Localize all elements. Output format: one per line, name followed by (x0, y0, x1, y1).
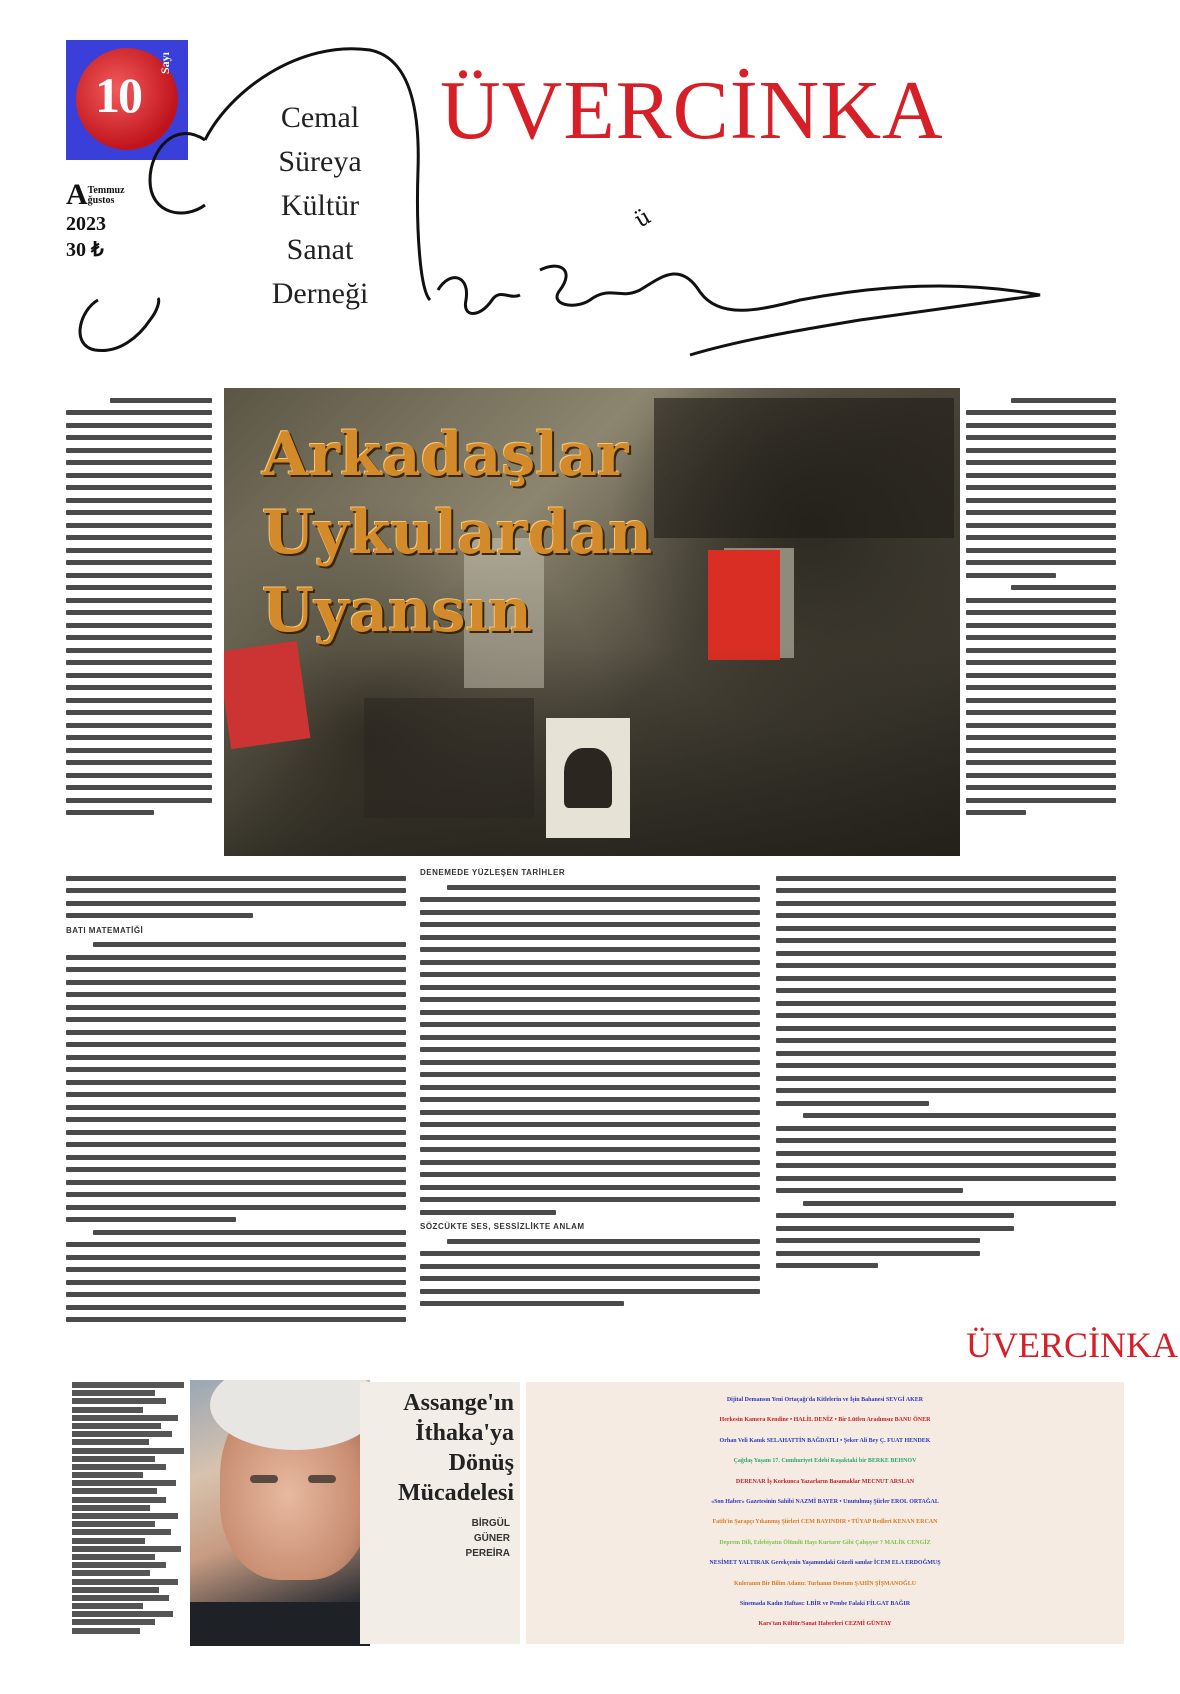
red-book-image (708, 550, 780, 660)
contents-item: Fatih'in Şarapçı Yıkanmış Şiirleri CEM BAYINDIR • TÜYAP Redleri KENAN ERCAN (712, 1519, 938, 1526)
left-column-text (66, 390, 212, 856)
signature-stroke-1 (150, 49, 430, 300)
protest-placard (224, 641, 310, 749)
body-column-3 (776, 868, 1116, 1320)
contents-item: Orhan Veli Kanık SELAHATTİN BAĞDATLI • Şeker Ali Bey Ç. FUAT HENDEK (719, 1437, 931, 1444)
issue-number: 10 (95, 67, 141, 123)
bottom-logo: ÜVERCİNKA (966, 1325, 1178, 1365)
date-month-top: Temmuz (87, 185, 125, 196)
signature-accent: ü (630, 204, 656, 234)
feature-headline-line: Dönüş (448, 1450, 514, 1476)
contents-item: Kuleranın Bir Bilim Adamı: Turhanın Dostum ŞAHİN ŞİŞMANOĞLU (733, 1580, 917, 1587)
cover-headline-line: Uyansın (262, 576, 532, 646)
feature-box (360, 1382, 520, 1644)
contents-item: «Son Haber» Gazetesinin Sahibi NAZMİ BAYER • Unutulmuş Şiirler EROL ORTAĞAL (711, 1499, 939, 1506)
mini-contents-list (72, 1382, 190, 1642)
feature-headline-line: Mücadelesi (398, 1480, 514, 1506)
assoc-line: Süreya (278, 145, 362, 178)
assoc-line: Cemal (280, 101, 360, 134)
subhead-3: SÖZCÜKTE SES, SESSİZLİKTE ANLAM (420, 1222, 585, 1231)
subhead-2: DENEMEDE YÜZLEŞEN TARİHLER (420, 868, 566, 877)
feature-author-line: BİRGÜL (471, 1518, 510, 1529)
issue-price: 30 ₺ (66, 239, 104, 261)
cover-headline-line: Arkadaşlar (262, 420, 629, 490)
feature-author-line: PEREİRA (465, 1548, 510, 1559)
cover-collage (224, 388, 960, 856)
issue-side-text: Sayı (158, 51, 172, 74)
date-letter: A (66, 178, 88, 211)
contents-item: Deprem Dili, Edebiyatın Ölümlü Hayı Kurtarır Gibi Çalışıyor ? MALİK CENGİZ (719, 1539, 931, 1546)
assange-photo (190, 1380, 370, 1646)
date-month-bottom: ğustos (87, 195, 115, 206)
body-column-1 (66, 868, 406, 1328)
issue-contents (526, 1382, 1124, 1644)
assoc-line: Sanat (286, 233, 354, 266)
feature-author (360, 1516, 520, 1561)
issue-year: 2023 (66, 213, 106, 235)
feature-author-line: GÜNER (473, 1533, 510, 1544)
cover-headline-line: Uykulardan (262, 498, 653, 568)
cover-headline (262, 416, 652, 650)
subhead-1: BATI MATEMATİĞİ (66, 925, 144, 935)
contents-item: NESİMET YALTIRAK Gerekçenin Yaşamındaki Güzeli sanılar İCEM ELA ERDOĞMUŞ (709, 1560, 941, 1567)
contents-item: Herkesin Kamera Kendine • HALİL DENİZ • Bir Lütfen Aradımsız BANU ÖNER (719, 1417, 931, 1424)
contents-item: Sinemada Kadın Haftası: LBİR ve Pembe Falaki FİLGAT BAĞIR (739, 1601, 911, 1608)
right-column-text (966, 390, 1116, 856)
magazine-title: ÜVERCİNKA (440, 64, 944, 157)
signature-stroke-2 (80, 298, 159, 351)
feature-headline-line: İthaka'ya (415, 1420, 514, 1446)
contents-item: DERENAR İş Korkunca Yazarların Basamaklar MECNUT ARSLAN (735, 1478, 915, 1485)
contents-item: Çağdaş Yaşam 17. Cumhuriyet Edebi Kuşaktaki bir BERKE BEHNOV (733, 1458, 917, 1465)
body-column-2 (420, 868, 760, 1328)
assoc-line: Derneği (271, 277, 369, 310)
contents-item: Dijital Demansın Yeni Ortaçağı'da Kitlelerin ve İşin Bahanesi SEVGİ AKER (726, 1397, 924, 1403)
assoc-line: Kültür (280, 189, 360, 222)
signature-drawing (0, 0, 1180, 380)
feature-headline-line: Assange'ın (403, 1390, 514, 1416)
signature-stroke-3 (438, 266, 1040, 355)
contents-item: Kars'tan Kültür/Sanat Haberleri CEZMİ GÜNTAY (758, 1621, 892, 1628)
